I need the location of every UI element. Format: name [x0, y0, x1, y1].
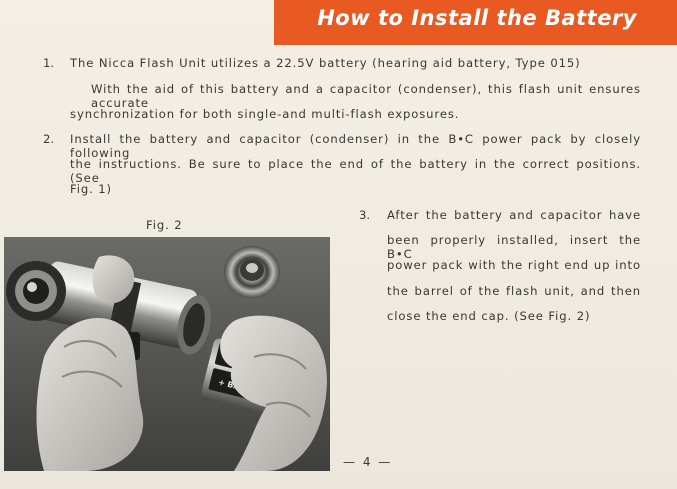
item-2-line-3: Fig. 1): [70, 182, 112, 196]
item-3-line-2: been properly installed, insert the B•C: [387, 233, 641, 261]
battery-label: +: [217, 377, 226, 388]
item-2-line-1: Install the battery and capacitor (condenser) in the B•C power pack by closely following: [70, 132, 641, 160]
item-1-number: 1.: [43, 56, 55, 70]
item-3-number: 3.: [359, 208, 371, 222]
page-title: How to Install the Battery: [317, 6, 637, 30]
figure-caption: Fig. 2: [146, 218, 183, 232]
item-3-line-4: the barrel of the flash unit, and then: [387, 284, 641, 298]
item-2-number: 2.: [43, 132, 55, 146]
end-cap: [224, 246, 280, 298]
item-1-line-3: synchronization for both single-and multi-flash exposures.: [70, 107, 460, 121]
item-3-line-3: power pack with the right end up into: [387, 258, 641, 272]
header-banner: [274, 0, 677, 45]
item-1-line-1: The Nicca Flash Unit utilizes a 22.5V battery (hearing aid battery, Type 015): [70, 56, 581, 70]
figure-2-photo: [4, 237, 330, 471]
item-3-line-1: After the battery and capacitor have: [387, 208, 641, 222]
item-2-line-2: the instructions. Be sure to place the end of the battery in the correct positions. (See: [70, 157, 641, 185]
item-3-line-5: close the end cap. (See Fig. 2): [387, 309, 591, 323]
flash-unit-illustration: [4, 237, 330, 471]
flash-head: [6, 261, 66, 321]
page-number: — 4 —: [343, 455, 393, 469]
item-1-line-2: With the aid of this battery and a capacitor (condenser), this flash unit ensures accurate: [91, 82, 641, 110]
